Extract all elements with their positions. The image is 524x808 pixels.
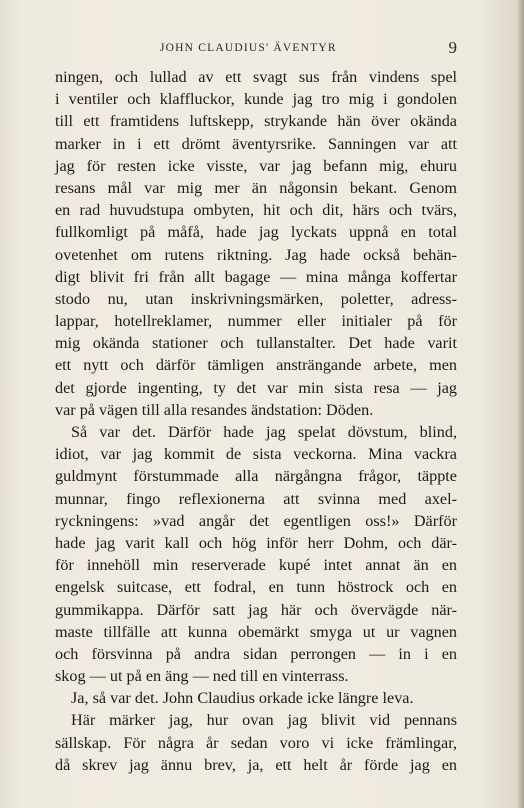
text-line: skog — ut på en äng — ned till en vinterrass.: [55, 667, 349, 686]
text-line: Så var det. Därför hade jag spelat dövstum, blind,: [71, 423, 457, 441]
text-line: maste tillfälle att kunna obemärkt smyga ut ur vagnen: [55, 622, 457, 641]
text-line: jag för resten icke visste, var jag befann mig, ehuru: [55, 156, 457, 175]
text-line: stodo nu, utan inskrivningsmärken, poletter, adress-: [55, 289, 457, 308]
text-line: digt blivit fri från allt bagage — mina många koffertar: [55, 267, 457, 286]
text-line: Ja, så var det. John Claudius orkade icke längre leva.: [71, 689, 414, 708]
text-line: för innehöll min reserverade kupé intet annat än en: [55, 556, 457, 575]
text-line: till ett framtidens luftskepp, strykande hän över okända: [55, 112, 457, 131]
page-header: [55, 40, 457, 60]
text-line: marker in i ett drömt äventyrsrike. Sanningen var att: [55, 134, 457, 153]
text-line: gummikappa. Därför satt jag här och övervägde när-: [55, 600, 457, 619]
text-line: var på vägen till alla resandes ändstation: Döden.: [55, 400, 374, 419]
body-text: [55, 66, 457, 776]
text-line: guldmynt förstummade alla närgångna frågor, täppte: [55, 467, 457, 486]
text-line: hade jag varit kall och hög inför herr Dohm, och där-: [55, 533, 457, 552]
text-line: ovetenhet om rutens riktning. Jag hade också behän-: [55, 245, 457, 264]
text-line: och försvinna på andra sidan perrongen — in i en: [55, 644, 457, 663]
page-number: 9: [448, 38, 457, 57]
text-line: engelsk suitcase, ett fodral, en tunn höstrock och en: [55, 578, 457, 597]
text-line: idiot, var jag kommit de sista veckorna. Mina vackra: [55, 445, 457, 464]
text-line: lappar, hotellreklamer, nummer eller initialer på för: [55, 312, 457, 331]
text-line: i ventiler och klaffluckor, kunde jag tro mig i gondolen: [55, 90, 457, 109]
text-line: ningen, och lullad av ett svagt sus från vindens spel: [55, 68, 457, 86]
page-edge: [518, 0, 524, 808]
text-line: ryckningens: »vad angår det egentligen oss!» Därför: [55, 511, 457, 530]
text-line: en rad huvudstupa ombyten, hit och dit, härs och tvärs,: [55, 201, 457, 220]
text-line: resans mål var mig mer än någonsin bekant. Genom: [55, 178, 457, 197]
text-line: sällskap. För några år sedan voro vi icke främlingar,: [55, 733, 457, 752]
text-line: ett nytt och därför tämligen ansträngande arbete, men: [55, 356, 457, 375]
text-line: då skrev jag ännu brev, ja, ett helt år förde jag en: [55, 755, 457, 774]
text-line: det gjorde ingenting, ty det var min sista resa — jag: [55, 378, 457, 397]
running-head: JOHN CLAUDIUS' ÄVENTYR: [160, 42, 337, 54]
text-line: fullkomligt på måfå, hade jag lyckats uppnå en total: [55, 223, 457, 242]
text-line: munnar, fingo reflexionerna att svinna med axel-: [55, 489, 457, 508]
text-line: mig okända stationer och tullanstalter. Det hade varit: [55, 334, 457, 353]
text-line: Här märker jag, hur ovan jag blivit vid pennans: [71, 711, 457, 730]
